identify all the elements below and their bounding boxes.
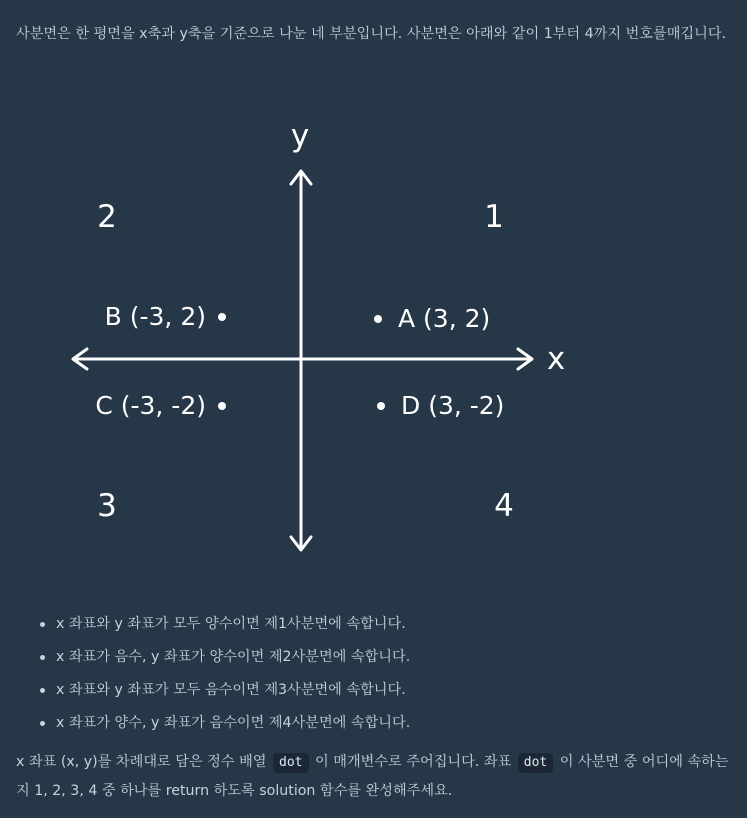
quadrant-figure — [0, 110, 747, 570]
code-dot-2: dot — [518, 753, 553, 773]
list-item: x 좌표가 음수, y 좌표가 양수이면 제2사분면에 속합니다. — [38, 641, 728, 674]
point-b-dot — [218, 313, 226, 321]
point-d-label: D (3, -2) — [401, 391, 505, 420]
point-c-dot — [218, 402, 226, 410]
closing-text-3: 이 사분면 중 어디에 속하는지 1, 2, 3, 4 중 하나를 return 하도록 solution 함수를 완성해주세요. — [16, 754, 729, 799]
closing-text-1: x 좌표 (x, y)를 차례대로 담은 정수 배열 — [16, 754, 267, 770]
point-b-label: B (-3, 2) — [104, 302, 206, 331]
x-axis-label: x — [546, 341, 566, 377]
point-c-label: C (-3, -2) — [95, 391, 206, 420]
quadrant-1-label: 1 — [484, 199, 504, 235]
quadrant-4-label: 4 — [494, 488, 514, 524]
closing-text-2: 이 매개변수로 주어집니다. 좌표 — [315, 754, 512, 770]
list-item: x 좌표와 y 좌표가 모두 양수이면 제1사분면에 속합니다. — [38, 608, 728, 641]
code-dot-1: dot — [273, 753, 308, 773]
condition-list — [38, 608, 728, 740]
quadrant-2-label: 2 — [97, 199, 117, 235]
intro-paragraph: 사분면은 한 평면을 x축과 y축을 기준으로 나눈 네 부분입니다. 사분면은 아래와 같이 1부터 4까지 번호를매깁니다. — [16, 26, 727, 42]
point-a-label: A (3, 2) — [398, 304, 491, 333]
quadrant-diagram — [0, 110, 747, 570]
quadrant-3-label: 3 — [97, 488, 117, 524]
list-item: x 좌표가 양수, y 좌표가 음수이면 제4사분면에 속합니다. — [38, 707, 728, 740]
closing-paragraph — [16, 748, 732, 806]
y-axis-label: y — [290, 118, 310, 154]
point-a-dot — [374, 315, 382, 323]
list-item: x 좌표와 y 좌표가 모두 음수이면 제3사분면에 속합니다. — [38, 674, 728, 707]
point-d-dot — [377, 402, 385, 410]
